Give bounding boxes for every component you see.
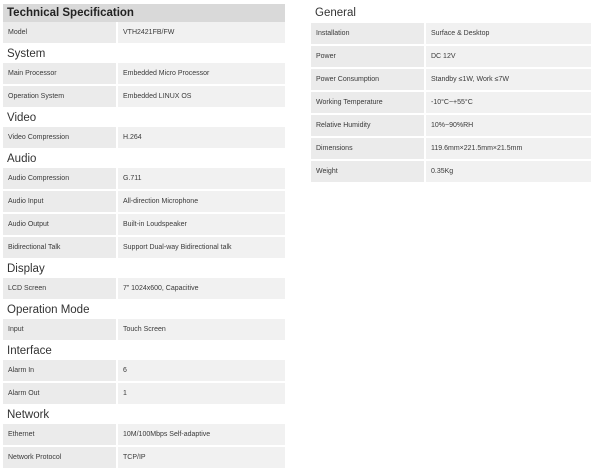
spec-label: Audio Input (3, 190, 117, 213)
spec-row (3, 190, 285, 213)
section-heading-video: Video (7, 112, 37, 124)
spec-row-model (3, 22, 285, 44)
spec-label: LCD Screen (3, 278, 117, 300)
spec-value: Built-in Loudspeaker (117, 213, 285, 236)
spec-row (3, 382, 285, 405)
spec-value: All-direction Microphone (117, 190, 285, 213)
spec-value: Standby ≤1W, Work ≤7W (425, 68, 591, 91)
section-heading-general: General (315, 7, 356, 19)
video-table (3, 127, 285, 150)
right-spec-column (311, 4, 591, 184)
spec-value: TCP/IP (117, 446, 285, 469)
spec-label: Power (311, 45, 425, 68)
spec-label: Bidirectional Talk (3, 236, 117, 259)
spec-label: Weight (311, 160, 425, 183)
spec-row (311, 160, 591, 183)
spec-row (311, 114, 591, 137)
spec-row (311, 68, 591, 91)
operation-mode-table (3, 319, 285, 342)
spec-row (3, 424, 285, 446)
spec-row (311, 137, 591, 160)
system-table (3, 63, 285, 109)
spec-value: Touch Screen (117, 319, 285, 341)
network-table (3, 424, 285, 470)
spec-value: 10%~90%RH (425, 114, 591, 137)
spec-value: 10M/100Mbps Self-adaptive (117, 424, 285, 446)
spec-row (311, 23, 591, 45)
model-table (3, 22, 285, 45)
spec-row (3, 85, 285, 108)
spec-label: Main Processor (3, 63, 117, 85)
general-table (311, 23, 591, 184)
spec-label: Network Protocol (3, 446, 117, 469)
spec-label: Video Compression (3, 127, 117, 149)
spec-value: G.711 (117, 168, 285, 190)
spec-label: Relative Humidity (311, 114, 425, 137)
spec-label: Working Temperature (311, 91, 425, 114)
spec-row (3, 319, 285, 341)
spec-value: 1 (117, 382, 285, 405)
spec-row (3, 213, 285, 236)
spec-row (3, 127, 285, 149)
spec-title: Technical Specification (3, 4, 285, 22)
interface-table (3, 360, 285, 406)
spec-value: -10°C~+55°C (425, 91, 591, 114)
spec-row (3, 63, 285, 85)
spec-label: Operation System (3, 85, 117, 108)
spec-row (311, 91, 591, 114)
spec-label: Audio Compression (3, 168, 117, 190)
spec-label: Model (3, 22, 117, 44)
left-spec-column (3, 4, 285, 470)
section-heading-display: Display (7, 263, 45, 275)
audio-table (3, 168, 285, 260)
spec-label: Ethernet (3, 424, 117, 446)
spec-value: DC 12V (425, 45, 591, 68)
spec-label: Installation (311, 23, 425, 45)
spec-label: Input (3, 319, 117, 341)
spec-value: Surface & Desktop (425, 23, 591, 45)
spec-label: Audio Output (3, 213, 117, 236)
spec-value: 6 (117, 360, 285, 382)
spec-row (3, 236, 285, 259)
display-table (3, 278, 285, 301)
spec-value: VTH2421FB/FW (117, 22, 285, 44)
spec-label: Dimensions (311, 137, 425, 160)
spec-value: H.264 (117, 127, 285, 149)
section-heading-operation-mode: Operation Mode (7, 304, 90, 316)
spec-label: Alarm Out (3, 382, 117, 405)
spec-row (3, 446, 285, 469)
spec-label: Power Consumption (311, 68, 425, 91)
spec-value: Support Dual-way Bidirectional talk (117, 236, 285, 259)
spec-value: Embedded LINUX OS (117, 85, 285, 108)
section-heading-interface: Interface (7, 345, 52, 357)
spec-value: 7” 1024x600, Capacitive (117, 278, 285, 300)
spec-value: 119.6mm×221.5mm×21.5mm (425, 137, 591, 160)
spec-row (3, 278, 285, 300)
spec-value: 0.35Kg (425, 160, 591, 183)
section-heading-network: Network (7, 409, 50, 421)
spec-value: Embedded Micro Processor (117, 63, 285, 85)
section-heading-audio: Audio (7, 153, 37, 165)
spec-row (311, 45, 591, 68)
section-heading-system: System (7, 48, 46, 60)
spec-row (3, 360, 285, 382)
spec-row (3, 168, 285, 190)
spec-label: Alarm In (3, 360, 117, 382)
